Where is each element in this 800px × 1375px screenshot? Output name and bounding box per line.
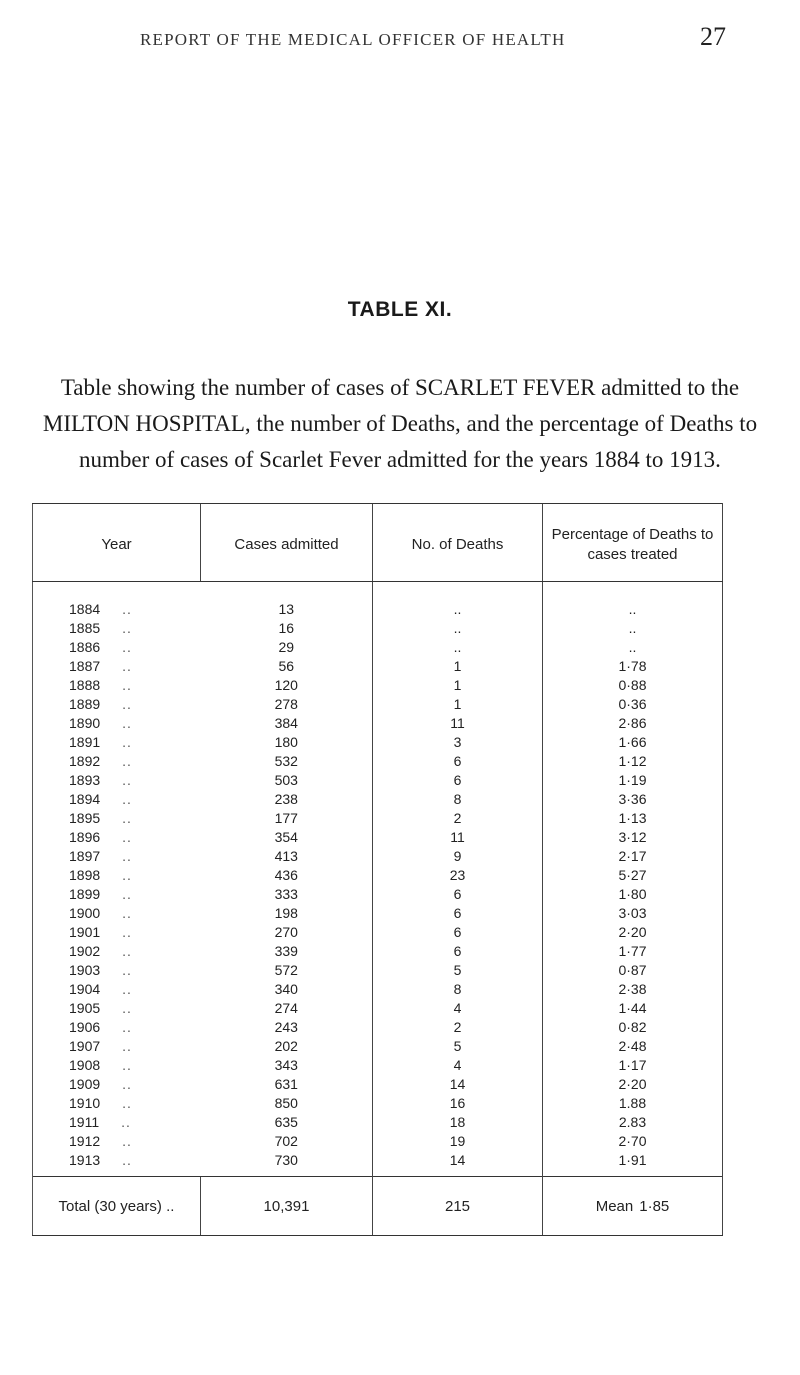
cell-deaths: 14 [373, 1151, 543, 1177]
cell-deaths: 6 [373, 923, 543, 942]
leader-dots: .. [122, 924, 132, 940]
cell-year: 1897 .. [33, 847, 201, 866]
cell-deaths: 6 [373, 771, 543, 790]
cell-deaths: 4 [373, 1056, 543, 1075]
column-header-cases: Cases admitted [201, 504, 373, 582]
cell-deaths: .. [373, 638, 543, 657]
cell-cases: 29 [278, 639, 295, 655]
table-row [33, 619, 723, 638]
cell-year: 1899 .. [33, 885, 201, 904]
cell-percentage: 0·36 [543, 695, 723, 714]
cell-percentage: 1·17 [543, 1056, 723, 1075]
column-header-percentage: Percentage of Deaths to cases treated [543, 504, 723, 582]
cell-year: 1889 .. [33, 695, 201, 714]
cell-deaths: 8 [373, 790, 543, 809]
cell-cases: 180 [274, 734, 298, 750]
table-row [33, 1132, 723, 1151]
cell-percentage: 0·87 [543, 961, 723, 980]
table-row [33, 847, 723, 866]
leader-dots: .. [121, 1114, 131, 1130]
leader-dots: .. [122, 734, 132, 750]
cell-deaths: 6 [373, 904, 543, 923]
cell-cases: 238 [274, 791, 298, 807]
cell-deaths: 1 [373, 695, 543, 714]
cell-deaths: 2 [373, 1018, 543, 1037]
cell-year: 1909 .. [33, 1075, 201, 1094]
cell-deaths: 23 [373, 866, 543, 885]
cell-percentage: .. [543, 582, 723, 620]
leader-dots: .. [122, 905, 132, 921]
table-body [33, 582, 723, 1177]
cell-cases: 278 [274, 696, 298, 712]
cell-cases: 503 [274, 772, 298, 788]
cell-percentage: 1·78 [543, 657, 723, 676]
cell-year: 1894 .. [33, 790, 201, 809]
cell-deaths: 8 [373, 980, 543, 999]
cell-deaths: 19 [373, 1132, 543, 1151]
cell-deaths: 16 [373, 1094, 543, 1113]
cell-cases: 274 [274, 1000, 298, 1016]
cell-cases: 572 [274, 962, 298, 978]
cell-percentage: 0·88 [543, 676, 723, 695]
total-leader-dots: .. [166, 1197, 175, 1215]
cell-percentage: 2·70 [543, 1132, 723, 1151]
cell-year: 1887 .. [33, 657, 201, 676]
cell-year: 1910 .. [33, 1094, 201, 1113]
column-header-deaths: No. of Deaths [373, 504, 543, 582]
cell-cases: 340 [274, 981, 298, 997]
leader-dots: .. [122, 867, 132, 883]
table-title: TABLE XI. [347, 298, 453, 321]
cell-cases: 413 [274, 848, 298, 864]
cell-year: 1900 .. [33, 904, 201, 923]
table-row [33, 904, 723, 923]
cell-deaths: 11 [373, 714, 543, 733]
cell-cases: 635 [274, 1114, 298, 1130]
cell-percentage: 2·20 [543, 1075, 723, 1094]
table-header-row [33, 504, 723, 582]
cell-percentage: 1·91 [543, 1151, 723, 1177]
cell-deaths: 5 [373, 961, 543, 980]
cell-deaths: 3 [373, 733, 543, 752]
leader-dots: .. [122, 620, 132, 636]
leader-dots: .. [122, 696, 132, 712]
cell-deaths: 14 [373, 1075, 543, 1094]
cell-year: 1908 .. [33, 1056, 201, 1075]
mean-percentage [543, 1177, 723, 1236]
table-row [33, 714, 723, 733]
table-row [33, 638, 723, 657]
leader-dots: .. [122, 848, 132, 864]
leader-dots: .. [122, 1133, 132, 1149]
cell-percentage: 1·44 [543, 999, 723, 1018]
leader-dots: .. [122, 1019, 132, 1035]
cell-year: 1911 .. [33, 1113, 201, 1132]
table-row [33, 695, 723, 714]
cell-percentage: 1·12 [543, 752, 723, 771]
leader-dots: .. [122, 1095, 132, 1111]
cell-cases: 198 [274, 905, 298, 921]
cell-percentage: 3·03 [543, 904, 723, 923]
table-row [33, 1113, 723, 1132]
cell-percentage: 1·66 [543, 733, 723, 752]
leader-dots: .. [122, 1076, 132, 1092]
cell-percentage: 0·82 [543, 1018, 723, 1037]
cell-percentage: 1·80 [543, 885, 723, 904]
cell-cases: 532 [274, 753, 298, 769]
table-row [33, 1094, 723, 1113]
cell-percentage: .. [543, 619, 723, 638]
table-row [33, 866, 723, 885]
cell-percentage: 2·20 [543, 923, 723, 942]
cell-cases: 730 [274, 1152, 298, 1168]
table-row [33, 1056, 723, 1075]
cell-deaths: 18 [373, 1113, 543, 1132]
cell-deaths: 9 [373, 847, 543, 866]
page-number: 27 [700, 22, 726, 51]
table-row [33, 1151, 723, 1177]
leader-dots: .. [122, 943, 132, 959]
leader-dots: .. [122, 1057, 132, 1073]
cell-year: 1893 .. [33, 771, 201, 790]
cell-deaths: 6 [373, 752, 543, 771]
leader-dots: .. [122, 829, 132, 845]
leader-dots: .. [122, 962, 132, 978]
cell-percentage: 1.88 [543, 1094, 723, 1113]
cell-deaths: 4 [373, 999, 543, 1018]
cell-year: 1885 .. [33, 619, 201, 638]
cell-percentage: .. [543, 638, 723, 657]
table-row [33, 828, 723, 847]
cell-cases: 202 [274, 1038, 298, 1054]
cell-cases: 16 [278, 620, 295, 636]
table-row [33, 771, 723, 790]
table-row [33, 961, 723, 980]
page-header [0, 22, 800, 62]
leader-dots: .. [122, 677, 132, 693]
cell-deaths: 6 [373, 885, 543, 904]
cell-cases: 850 [274, 1095, 298, 1111]
cell-year: 1886 .. [33, 638, 201, 657]
cell-cases: 56 [278, 658, 295, 674]
cell-deaths: 1 [373, 676, 543, 695]
total-cases: 10,391 [201, 1177, 373, 1236]
table-row [33, 752, 723, 771]
cell-cases: 120 [274, 677, 298, 693]
table-row [33, 657, 723, 676]
leader-dots: .. [122, 639, 132, 655]
cell-year: 1888 .. [33, 676, 201, 695]
cell-cases: 13 [278, 601, 295, 617]
leader-dots: .. [122, 1000, 132, 1016]
table-row [33, 942, 723, 961]
table-row [33, 980, 723, 999]
cell-percentage: 3·12 [543, 828, 723, 847]
cell-year: 1907 .. [33, 1037, 201, 1056]
cell-deaths: 1 [373, 657, 543, 676]
cell-year: 1892 .. [33, 752, 201, 771]
cell-deaths: .. [373, 619, 543, 638]
cell-deaths: .. [373, 582, 543, 620]
scarlet-fever-table [32, 503, 723, 1236]
cell-cases: 354 [274, 829, 298, 845]
cell-cases: 333 [274, 886, 298, 902]
cell-year: 1896 .. [33, 828, 201, 847]
cell-year: 1898 .. [33, 866, 201, 885]
table-row [33, 1018, 723, 1037]
cell-percentage: 2·38 [543, 980, 723, 999]
leader-dots: .. [122, 810, 132, 826]
table-row [33, 1075, 723, 1094]
cell-deaths: 2 [373, 809, 543, 828]
cell-percentage: 3·36 [543, 790, 723, 809]
cell-cases: 270 [274, 924, 298, 940]
cell-year: 1903 .. [33, 961, 201, 980]
total-label: Total (30 years) .. [33, 1177, 201, 1236]
cell-year: 1904 .. [33, 980, 201, 999]
cell-percentage: 1·77 [543, 942, 723, 961]
cell-year: 1891 .. [33, 733, 201, 752]
leader-dots: .. [122, 1152, 132, 1168]
cell-percentage: 1·13 [543, 809, 723, 828]
leader-dots: .. [122, 791, 132, 807]
total-deaths: 215 [373, 1177, 543, 1236]
table-row [33, 999, 723, 1018]
leader-dots: .. [122, 772, 132, 788]
cell-year: 1901 .. [33, 923, 201, 942]
cell-percentage: 2·17 [543, 847, 723, 866]
table-row [33, 582, 723, 620]
cell-percentage: 2·48 [543, 1037, 723, 1056]
cell-year: 1890 .. [33, 714, 201, 733]
leader-dots: .. [122, 981, 132, 997]
cell-cases: 339 [274, 943, 298, 959]
cell-cases: 343 [274, 1057, 298, 1073]
cell-cases: 384 [274, 715, 298, 731]
leader-dots: .. [122, 753, 132, 769]
cell-year: 1913 .. [33, 1151, 201, 1177]
mean-label: Mean [595, 1197, 634, 1215]
mean-value: 1·85 [639, 1197, 670, 1215]
cell-year: 1912 .. [33, 1132, 201, 1151]
table-row [33, 809, 723, 828]
cell-cases: 177 [274, 810, 298, 826]
cell-deaths: 11 [373, 828, 543, 847]
cell-cases: 243 [274, 1019, 298, 1035]
cell-percentage: 2.83 [543, 1113, 723, 1132]
cell-year: 1884 .. [33, 582, 201, 620]
cell-deaths: 6 [373, 942, 543, 961]
table-row [33, 1037, 723, 1056]
leader-dots: .. [122, 886, 132, 902]
running-title: REPORT OF THE MEDICAL OFFICER OF HEALTH [140, 30, 566, 49]
cell-percentage: 2·86 [543, 714, 723, 733]
table-row [33, 790, 723, 809]
table-row [33, 885, 723, 904]
leader-dots: .. [122, 1038, 132, 1054]
cell-deaths: 5 [373, 1037, 543, 1056]
cell-cases: 702 [274, 1133, 298, 1149]
cell-year: 1905 .. [33, 999, 201, 1018]
column-header-year: Year [33, 504, 201, 582]
table-row [33, 676, 723, 695]
total-row [33, 1177, 723, 1236]
table-caption: Table showing the number of cases of SCARLET FEVER admitted to the MILTON HOSPITAL, the number of Deaths, and the percentage of Deaths to number of cases of Scarlet Fever admitted for the years 1884 to 1913. [42, 375, 758, 472]
leader-dots: .. [122, 658, 132, 674]
leader-dots: .. [122, 715, 132, 731]
cell-year: 1902 .. [33, 942, 201, 961]
table-row [33, 733, 723, 752]
cell-cases: 436 [274, 867, 298, 883]
cell-percentage: 5·27 [543, 866, 723, 885]
cell-year: 1906 .. [33, 1018, 201, 1037]
leader-dots: .. [122, 601, 132, 617]
table-row [33, 923, 723, 942]
cell-year: 1895 .. [33, 809, 201, 828]
cell-cases: 631 [274, 1076, 298, 1092]
cell-percentage: 1·19 [543, 771, 723, 790]
